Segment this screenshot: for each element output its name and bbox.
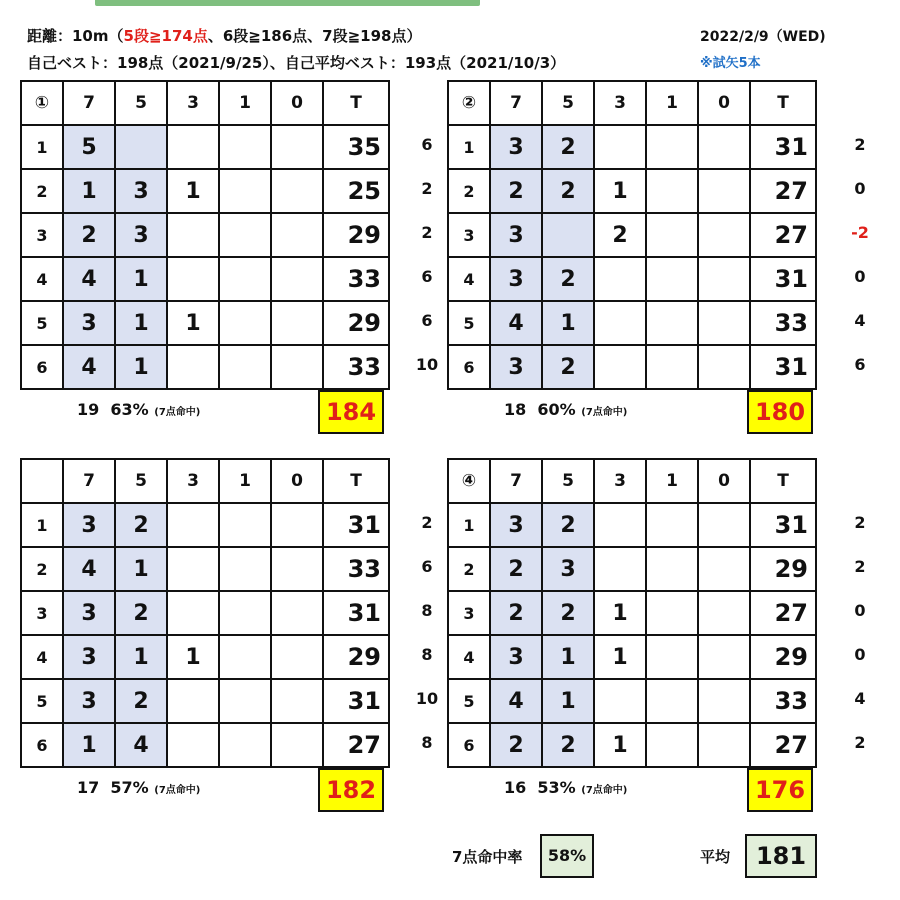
col-header: 5: [115, 81, 167, 125]
row-diff: 8: [421, 601, 433, 620]
score-cell: 2: [542, 345, 594, 389]
score-cell: 3: [542, 547, 594, 591]
score-cell: [594, 301, 646, 345]
hit-count: 16: [504, 778, 527, 797]
hit-rate: 63%: [110, 400, 149, 419]
col-header: 0: [271, 81, 323, 125]
score-cell: [698, 723, 750, 767]
row-number: 2: [21, 169, 63, 213]
score-cell: 1: [115, 547, 167, 591]
score-cell: [219, 257, 271, 301]
col-header: 7: [490, 81, 542, 125]
table-corner: [21, 459, 63, 503]
round-summary: [504, 778, 627, 797]
row-total: 27: [750, 169, 816, 213]
col-header: 5: [115, 459, 167, 503]
distance-label: 距離：10m（: [27, 27, 124, 45]
row-number: 3: [21, 591, 63, 635]
col-header: 7: [63, 81, 115, 125]
row-number: 3: [448, 213, 490, 257]
score-cell: [167, 257, 219, 301]
table-row: [21, 213, 389, 257]
score-cell: [167, 591, 219, 635]
score-cell: [271, 503, 323, 547]
col-header: 5: [542, 459, 594, 503]
row-total: 33: [323, 345, 389, 389]
score-cell: [698, 591, 750, 635]
col-header: 3: [594, 81, 646, 125]
score-cell: [698, 547, 750, 591]
score-cell: 3: [490, 257, 542, 301]
col-header: 0: [698, 81, 750, 125]
overall-hit-rate: 58%: [540, 834, 594, 878]
score-cell: [167, 679, 219, 723]
table-row: [448, 301, 816, 345]
score-cell: [594, 547, 646, 591]
hit-rate-note: (7点命中): [581, 407, 628, 418]
row-total: 31: [750, 345, 816, 389]
table-row: [21, 547, 389, 591]
round-summary: [77, 778, 200, 797]
row-number: 6: [21, 345, 63, 389]
score-cell: 1: [594, 169, 646, 213]
row-total: 33: [323, 257, 389, 301]
score-cell: [271, 213, 323, 257]
col-header: 0: [271, 459, 323, 503]
row-diff: 2: [421, 223, 433, 242]
col-header: 3: [594, 459, 646, 503]
score-cell: 2: [542, 125, 594, 169]
score-cell: 1: [167, 635, 219, 679]
row-number: 3: [448, 591, 490, 635]
score-cell: 2: [542, 723, 594, 767]
session-date: 2022/2/9（WED): [700, 29, 826, 45]
row-number: 4: [448, 635, 490, 679]
score-cell: 3: [63, 591, 115, 635]
score-cell: 3: [63, 679, 115, 723]
col-header: 3: [167, 459, 219, 503]
score-cell: [219, 635, 271, 679]
score-cell: [271, 301, 323, 345]
row-diff: 6: [421, 135, 433, 154]
table-corner: ④: [448, 459, 490, 503]
table-corner: ②: [448, 81, 490, 125]
row-diff: 10: [415, 355, 439, 374]
score-cell: 2: [115, 503, 167, 547]
row-diff: 8: [421, 733, 433, 752]
score-cell: 1: [542, 301, 594, 345]
table-corner: ①: [21, 81, 63, 125]
distance-header: [27, 25, 421, 46]
score-cell: 3: [63, 503, 115, 547]
hit-rate-label: 7点命中率: [452, 848, 523, 866]
average-label: 平均: [700, 848, 731, 866]
score-cell: [646, 547, 698, 591]
score-cell: [646, 679, 698, 723]
score-cell: 1: [594, 635, 646, 679]
personal-best-line: 自己ベスト：198点（2021/9/25）、自己平均ベスト：193点（2021/10/3）: [27, 54, 566, 72]
hit-rate: 57%: [110, 778, 149, 797]
hit-rate: 60%: [537, 400, 576, 419]
col-header: 5: [542, 81, 594, 125]
row-number: 3: [21, 213, 63, 257]
row-diff: 6: [421, 267, 433, 286]
score-cell: [646, 213, 698, 257]
score-cell: [646, 503, 698, 547]
score-cell: 2: [490, 547, 542, 591]
score-cell: 1: [63, 169, 115, 213]
score-cell: 3: [490, 213, 542, 257]
table-row: [448, 503, 816, 547]
score-cell: 1: [594, 723, 646, 767]
row-diff: 8: [421, 645, 433, 664]
round-total: 176: [747, 768, 813, 812]
score-cell: 4: [115, 723, 167, 767]
score-cell: [271, 723, 323, 767]
score-cell: 1: [167, 301, 219, 345]
score-cell: [698, 503, 750, 547]
score-table-round-2: [447, 80, 817, 390]
score-cell: [219, 169, 271, 213]
score-cell: [594, 257, 646, 301]
col-header: 1: [219, 81, 271, 125]
score-cell: [115, 125, 167, 169]
table-row: [448, 679, 816, 723]
score-cell: 3: [63, 635, 115, 679]
score-cell: [698, 169, 750, 213]
row-number: 6: [448, 723, 490, 767]
table-row: [448, 635, 816, 679]
table-row: [448, 213, 816, 257]
row-total: 31: [323, 591, 389, 635]
score-cell: 2: [542, 257, 594, 301]
score-cell: 3: [115, 213, 167, 257]
score-cell: 1: [115, 345, 167, 389]
score-cell: [219, 591, 271, 635]
score-cell: 1: [542, 635, 594, 679]
hit-rate-note: (7点命中): [154, 407, 201, 418]
score-cell: [594, 503, 646, 547]
trial-arrows-note: ※試矢5本: [700, 56, 761, 71]
rank5-threshold: 5段≧174点: [123, 27, 208, 45]
row-number: 2: [448, 547, 490, 591]
row-number: 5: [448, 301, 490, 345]
table-row: [21, 635, 389, 679]
row-diff: 0: [854, 645, 866, 664]
row-number: 5: [21, 679, 63, 723]
col-header: 1: [219, 459, 271, 503]
score-cell: 2: [490, 591, 542, 635]
table-row: [21, 301, 389, 345]
col-header: T: [750, 81, 816, 125]
table-row: [21, 679, 389, 723]
row-number: 4: [21, 635, 63, 679]
row-number: 1: [21, 503, 63, 547]
table-row: [21, 169, 389, 213]
score-table-round-4: [447, 458, 817, 768]
row-total: 29: [323, 213, 389, 257]
score-cell: [594, 345, 646, 389]
row-number: 2: [21, 547, 63, 591]
score-cell: [219, 213, 271, 257]
score-cell: [219, 125, 271, 169]
score-cell: [271, 679, 323, 723]
score-cell: [271, 169, 323, 213]
row-total: 27: [323, 723, 389, 767]
col-header: 7: [63, 459, 115, 503]
col-header: 0: [698, 459, 750, 503]
score-cell: [219, 503, 271, 547]
score-cell: 4: [490, 679, 542, 723]
score-cell: [646, 723, 698, 767]
score-cell: [167, 345, 219, 389]
col-header: T: [323, 459, 389, 503]
table-row: [21, 723, 389, 767]
row-diff: 2: [421, 513, 433, 532]
row-diff: 2: [854, 733, 866, 752]
score-cell: [646, 591, 698, 635]
score-cell: 3: [115, 169, 167, 213]
score-cell: [698, 213, 750, 257]
score-cell: 1: [542, 679, 594, 723]
row-number: 5: [448, 679, 490, 723]
row-diff: -2: [851, 223, 869, 242]
round-summary: [77, 400, 200, 419]
score-cell: 4: [63, 345, 115, 389]
score-cell: [167, 547, 219, 591]
table-row: [448, 125, 816, 169]
col-header: 7: [490, 459, 542, 503]
col-header: 3: [167, 81, 219, 125]
score-cell: 3: [490, 125, 542, 169]
row-diff: 2: [854, 557, 866, 576]
score-cell: 1: [167, 169, 219, 213]
score-cell: 2: [115, 591, 167, 635]
score-cell: [698, 257, 750, 301]
hit-rate-note: (7点命中): [154, 785, 201, 796]
score-cell: [594, 679, 646, 723]
score-cell: 3: [490, 345, 542, 389]
score-cell: [219, 547, 271, 591]
score-cell: [167, 213, 219, 257]
row-total: 31: [323, 503, 389, 547]
row-number: 1: [21, 125, 63, 169]
score-cell: [646, 301, 698, 345]
row-diff: 6: [421, 557, 433, 576]
score-cell: [271, 635, 323, 679]
row-diff: 2: [421, 179, 433, 198]
score-cell: 3: [490, 503, 542, 547]
row-total: 31: [750, 125, 816, 169]
row-number: 4: [21, 257, 63, 301]
score-cell: [698, 125, 750, 169]
row-diff: 4: [854, 689, 866, 708]
score-cell: [271, 591, 323, 635]
score-cell: [646, 635, 698, 679]
round-total: 184: [318, 390, 384, 434]
row-total: 31: [750, 257, 816, 301]
table-row: [21, 257, 389, 301]
row-diff: 4: [854, 311, 866, 330]
score-cell: 2: [490, 723, 542, 767]
col-header: 1: [646, 459, 698, 503]
score-cell: [646, 257, 698, 301]
row-number: 4: [448, 257, 490, 301]
row-number: 1: [448, 503, 490, 547]
score-cell: 1: [115, 257, 167, 301]
row-total: 29: [323, 635, 389, 679]
score-cell: 1: [594, 591, 646, 635]
row-number: 5: [21, 301, 63, 345]
row-total: 29: [750, 547, 816, 591]
row-total: 33: [750, 679, 816, 723]
score-cell: [219, 345, 271, 389]
row-diff: 6: [854, 355, 866, 374]
score-table-round-3: [20, 458, 390, 768]
table-row: [21, 591, 389, 635]
row-total: 31: [323, 679, 389, 723]
score-cell: 4: [63, 547, 115, 591]
row-diff: 6: [421, 311, 433, 330]
row-diff: 2: [854, 135, 866, 154]
table-row: [448, 257, 816, 301]
col-header: T: [323, 81, 389, 125]
score-table-round-1: [20, 80, 390, 390]
row-number: 1: [448, 125, 490, 169]
score-cell: [594, 125, 646, 169]
row-total: 27: [750, 213, 816, 257]
score-cell: 2: [63, 213, 115, 257]
score-cell: 3: [490, 635, 542, 679]
hit-rate-note: (7点命中): [581, 785, 628, 796]
row-total: 29: [750, 635, 816, 679]
score-cell: 5: [63, 125, 115, 169]
row-total: 35: [323, 125, 389, 169]
score-cell: 4: [490, 301, 542, 345]
col-header: 1: [646, 81, 698, 125]
score-cell: [271, 547, 323, 591]
row-total: 25: [323, 169, 389, 213]
hit-count: 18: [504, 400, 527, 419]
score-cell: [646, 125, 698, 169]
row-total: 33: [750, 301, 816, 345]
table-row: [21, 345, 389, 389]
score-cell: [271, 345, 323, 389]
row-diff: 2: [854, 513, 866, 532]
table-row: [448, 547, 816, 591]
round-summary: [504, 400, 627, 419]
score-cell: [698, 635, 750, 679]
score-cell: 2: [490, 169, 542, 213]
score-cell: 1: [63, 723, 115, 767]
table-row: [448, 591, 816, 635]
row-number: 6: [448, 345, 490, 389]
score-cell: 2: [542, 503, 594, 547]
score-cell: [646, 345, 698, 389]
score-cell: [219, 723, 271, 767]
table-row: [21, 125, 389, 169]
row-total: 33: [323, 547, 389, 591]
row-total: 31: [750, 503, 816, 547]
score-cell: 1: [115, 301, 167, 345]
score-cell: 2: [542, 591, 594, 635]
hit-count: 19: [77, 400, 100, 419]
score-cell: 3: [63, 301, 115, 345]
rank-thresholds: 、6段≧186点、7段≧198点）: [207, 27, 422, 45]
row-diff: 0: [854, 179, 866, 198]
score-cell: [271, 125, 323, 169]
table-row: [448, 723, 816, 767]
table-row: [448, 169, 816, 213]
table-row: [448, 345, 816, 389]
row-number: 2: [448, 169, 490, 213]
score-cell: 1: [115, 635, 167, 679]
score-cell: [219, 679, 271, 723]
average-score: 181: [745, 834, 817, 878]
row-number: 6: [21, 723, 63, 767]
row-diff: 10: [415, 689, 439, 708]
score-cell: [167, 723, 219, 767]
score-cell: 2: [115, 679, 167, 723]
row-total: 29: [323, 301, 389, 345]
score-cell: [698, 679, 750, 723]
score-cell: 2: [542, 169, 594, 213]
round-total: 180: [747, 390, 813, 434]
score-cell: [167, 125, 219, 169]
top-accent-bar: [95, 0, 480, 6]
score-cell: [698, 345, 750, 389]
score-cell: [219, 301, 271, 345]
score-cell: 2: [594, 213, 646, 257]
score-cell: [646, 169, 698, 213]
row-total: 27: [750, 591, 816, 635]
score-cell: [698, 301, 750, 345]
round-total: 182: [318, 768, 384, 812]
col-header: T: [750, 459, 816, 503]
table-row: [21, 503, 389, 547]
row-total: 27: [750, 723, 816, 767]
score-cell: [542, 213, 594, 257]
score-cell: [167, 503, 219, 547]
hit-rate: 53%: [537, 778, 576, 797]
row-diff: 0: [854, 267, 866, 286]
score-cell: [271, 257, 323, 301]
row-diff: 0: [854, 601, 866, 620]
hit-count: 17: [77, 778, 100, 797]
score-cell: 4: [63, 257, 115, 301]
